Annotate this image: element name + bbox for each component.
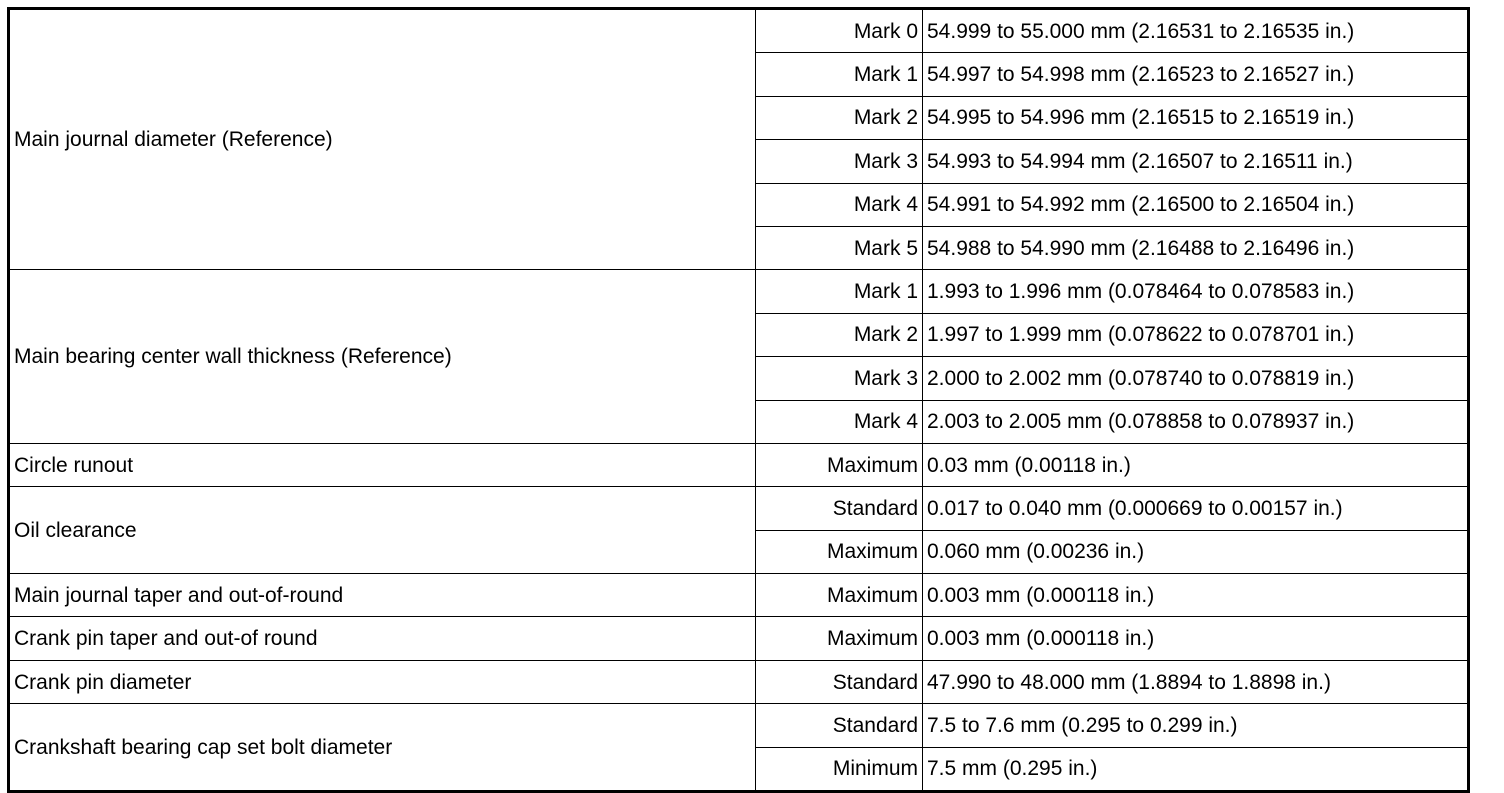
spec-item-label: Main journal taper and out-of-round	[9, 574, 756, 617]
spec-value: 0.017 to 0.040 mm (0.000669 to 0.00157 in.)	[923, 487, 1469, 530]
spec-condition: Mark 1	[756, 53, 923, 96]
spec-value: 0.060 mm (0.00236 in.)	[923, 530, 1469, 573]
table-row	[9, 617, 1469, 660]
spec-value: 2.000 to 2.002 mm (0.078740 to 0.078819 in.)	[923, 357, 1469, 400]
spec-condition: Mark 4	[756, 183, 923, 226]
spec-value: 54.999 to 55.000 mm (2.16531 to 2.16535 in.)	[923, 9, 1469, 53]
spec-condition: Standard	[756, 487, 923, 530]
spec-table	[7, 7, 1470, 793]
table-row	[9, 443, 1469, 486]
spec-value: 0.003 mm (0.000118 in.)	[923, 617, 1469, 660]
spec-value: 0.003 mm (0.000118 in.)	[923, 574, 1469, 617]
spec-value: 1.997 to 1.999 mm (0.078622 to 0.078701 in.)	[923, 313, 1469, 356]
spec-value: 54.988 to 54.990 mm (2.16488 to 2.16496 in.)	[923, 226, 1469, 269]
spec-condition: Maximum	[756, 617, 923, 660]
spec-condition: Maximum	[756, 530, 923, 573]
spec-value: 2.003 to 2.005 mm (0.078858 to 0.078937 in.)	[923, 400, 1469, 443]
spec-condition: Mark 2	[756, 313, 923, 356]
spec-item-label: Circle runout	[9, 443, 756, 486]
spec-value: 7.5 mm (0.295 in.)	[923, 747, 1469, 791]
table-row	[9, 270, 1469, 313]
spec-condition: Mark 0	[756, 9, 923, 53]
spec-value: 1.993 to 1.996 mm (0.078464 to 0.078583 in.)	[923, 270, 1469, 313]
table-row	[9, 660, 1469, 703]
spec-value: 7.5 to 7.6 mm (0.295 to 0.299 in.)	[923, 704, 1469, 747]
spec-item-label: Oil clearance	[9, 487, 756, 574]
spec-condition: Maximum	[756, 574, 923, 617]
table-row	[9, 9, 1469, 53]
spec-value: 54.997 to 54.998 mm (2.16523 to 2.16527 in.)	[923, 53, 1469, 96]
spec-condition: Maximum	[756, 443, 923, 486]
spec-table-body	[9, 9, 1469, 792]
spec-value: 54.995 to 54.996 mm (2.16515 to 2.16519 in.)	[923, 96, 1469, 139]
spec-condition: Mark 4	[756, 400, 923, 443]
spec-item-label: Main journal diameter (Reference)	[9, 9, 756, 270]
spec-value: 0.03 mm (0.00118 in.)	[923, 443, 1469, 486]
spec-condition: Standard	[756, 704, 923, 747]
table-row	[9, 487, 1469, 530]
spec-condition: Mark 3	[756, 357, 923, 400]
spec-condition: Minimum	[756, 747, 923, 791]
spec-condition: Mark 5	[756, 226, 923, 269]
spec-condition: Mark 1	[756, 270, 923, 313]
table-row	[9, 574, 1469, 617]
spec-value: 47.990 to 48.000 mm (1.8894 to 1.8898 in.)	[923, 660, 1469, 703]
spec-condition: Standard	[756, 660, 923, 703]
spec-value: 54.993 to 54.994 mm (2.16507 to 2.16511 in.)	[923, 140, 1469, 183]
spec-condition: Mark 3	[756, 140, 923, 183]
spec-item-label: Crank pin taper and out-of round	[9, 617, 756, 660]
spec-item-label: Main bearing center wall thickness (Reference)	[9, 270, 756, 444]
spec-item-label: Crank pin diameter	[9, 660, 756, 703]
spec-condition: Mark 2	[756, 96, 923, 139]
spec-item-label: Crankshaft bearing cap set bolt diameter	[9, 704, 756, 792]
table-row	[9, 704, 1469, 747]
spec-value: 54.991 to 54.992 mm (2.16500 to 2.16504 in.)	[923, 183, 1469, 226]
